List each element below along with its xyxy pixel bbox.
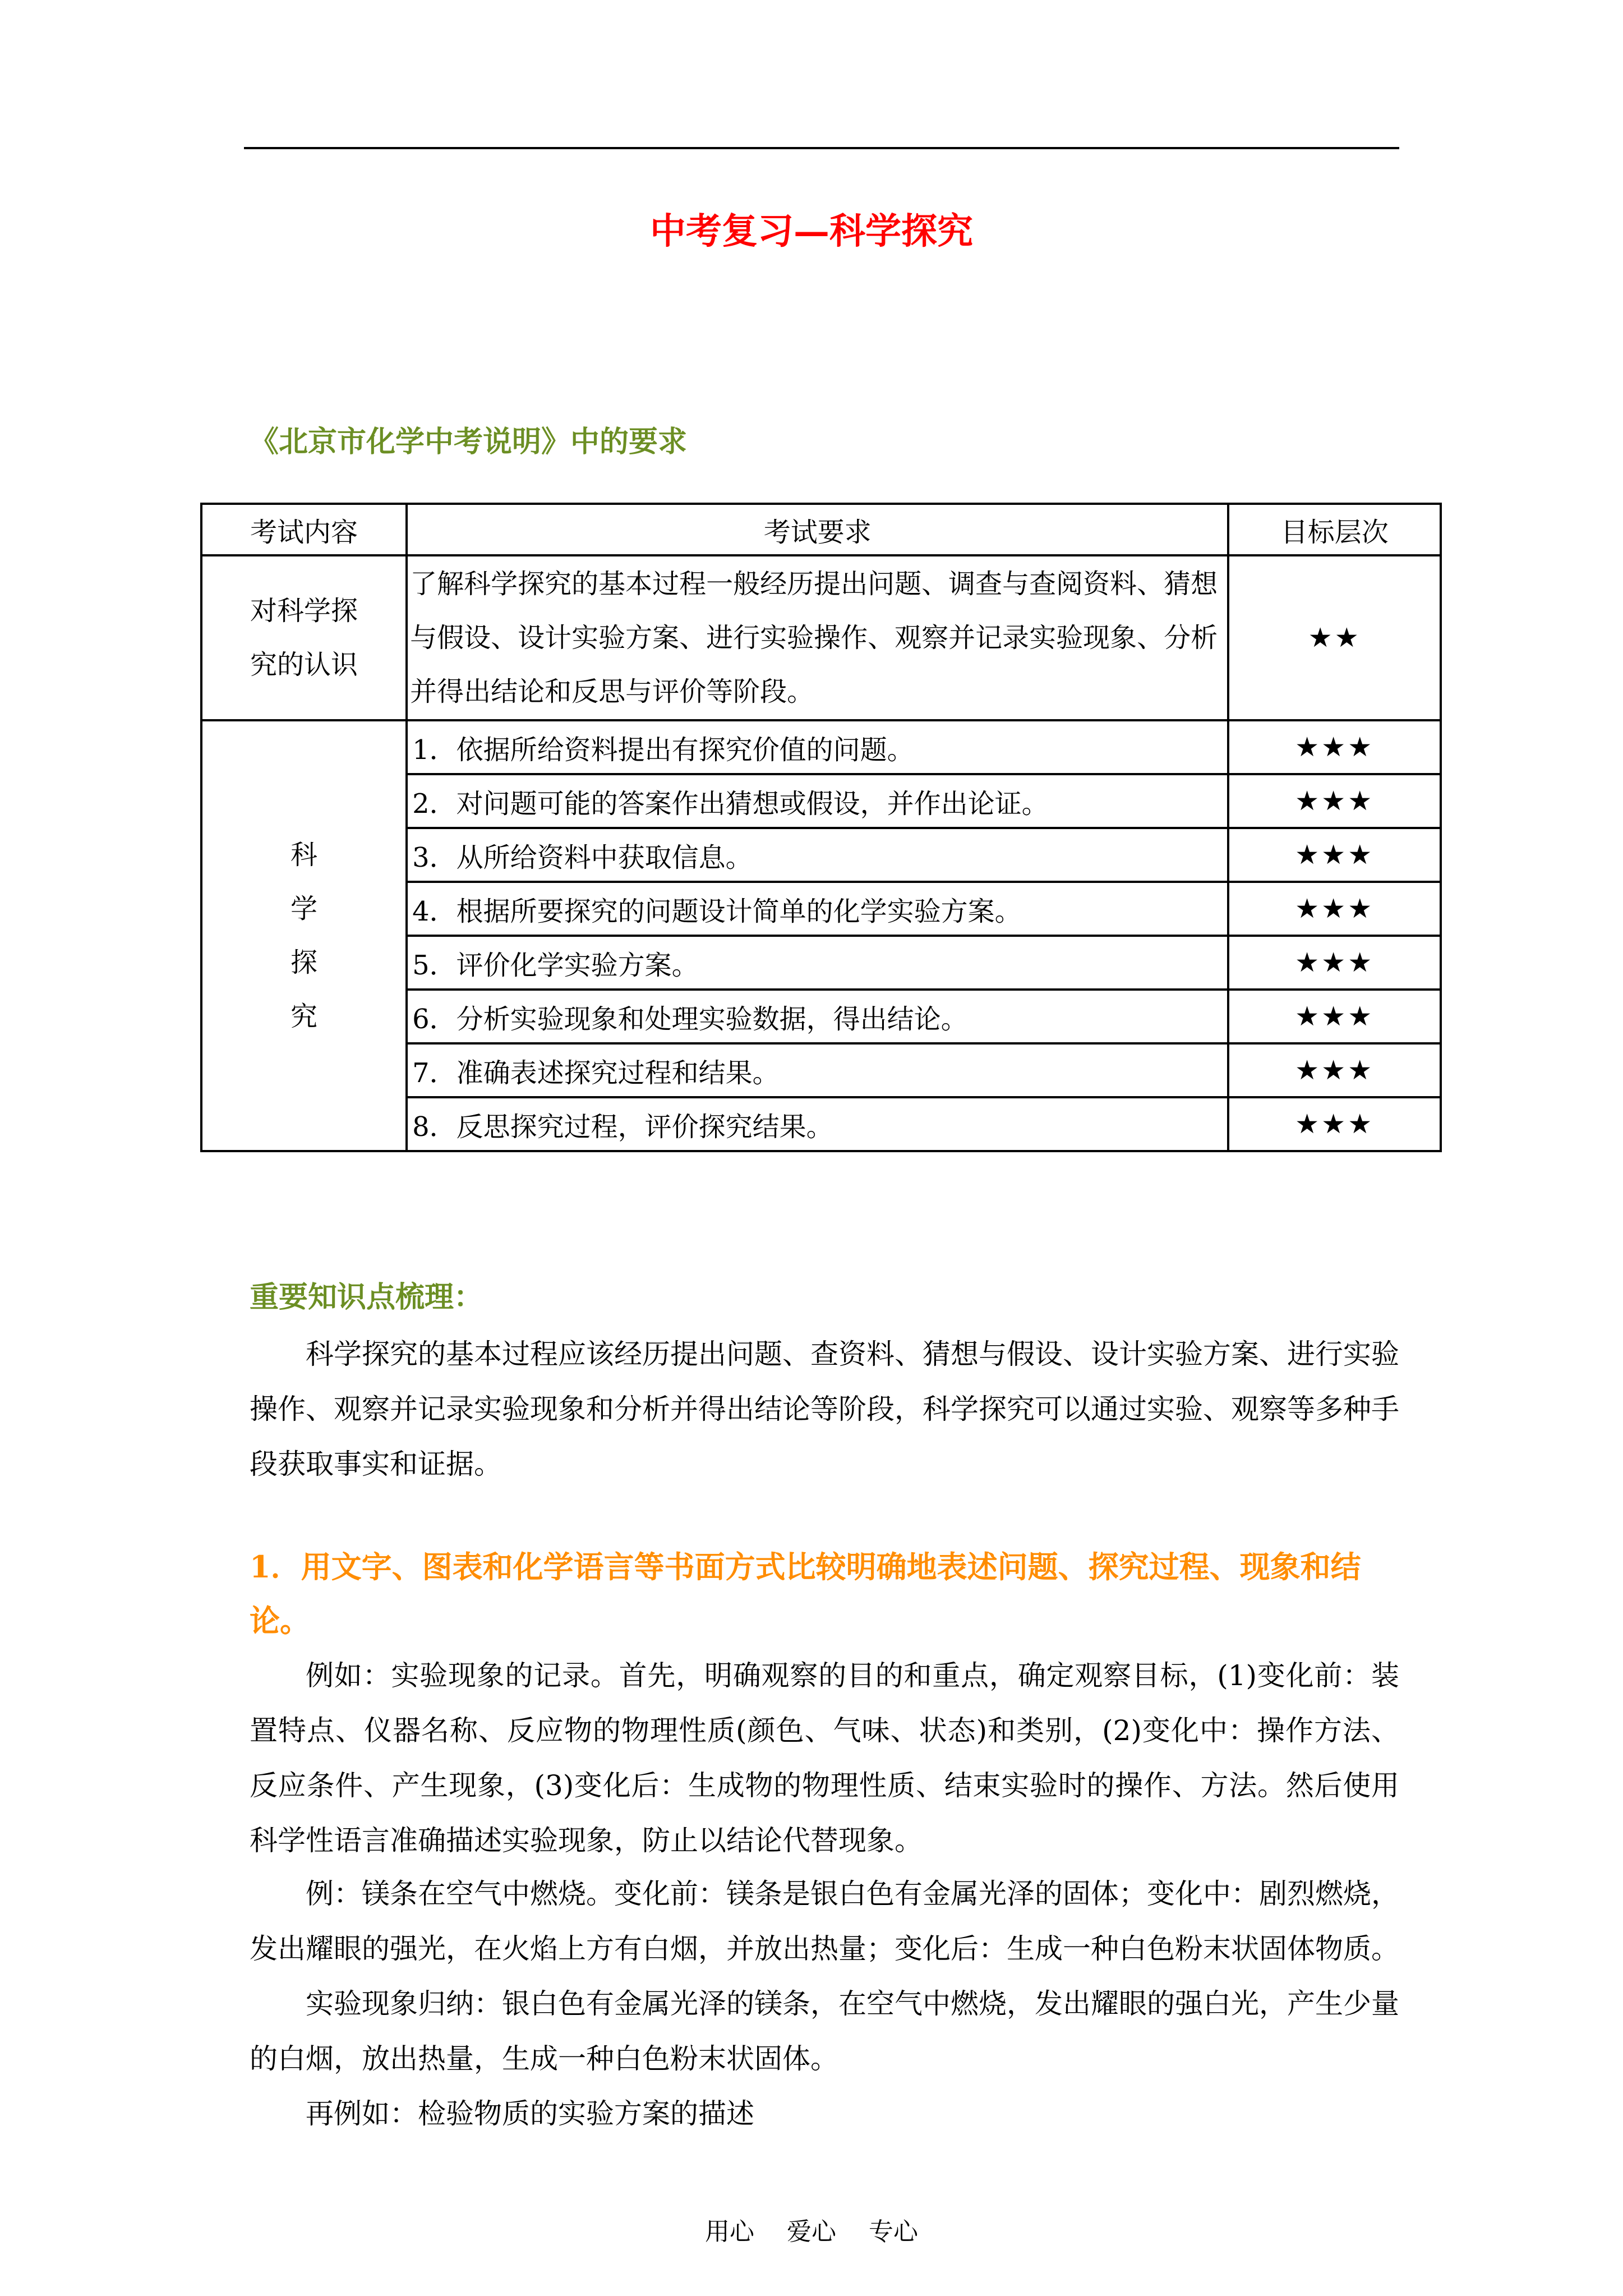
requirement-cell: 6．分析实验现象和处理实验数据，得出结论。	[407, 990, 1228, 1043]
level-stars: ★★★	[1228, 990, 1441, 1043]
requirement-cell: 2．对问题可能的答案作出猜想或假设，并作出论证。	[407, 774, 1228, 828]
level-stars: ★★	[1228, 555, 1441, 720]
header-content: 考试内容	[201, 504, 407, 555]
header-level: 目标层次	[1228, 504, 1441, 555]
requirement-cell: 1．依据所给资料提出有探究价值的问题。	[407, 720, 1228, 774]
level-stars: ★★★	[1228, 936, 1441, 990]
content-cell	[201, 720, 407, 1151]
body-paragraph: 例：镁条在空气中燃烧。变化前：镁条是银白色有金属光泽的固体；变化中：剧烈燃烧，发出耀眼的强光，在火焰上方有白烟，并放出热量；变化后：生成一种白色粉末状固体物质。	[250, 1878, 1399, 1965]
level-stars: ★★★	[1228, 828, 1441, 882]
header-requirement: 考试要求	[407, 504, 1228, 555]
level-stars: ★★★	[1228, 1043, 1441, 1097]
requirement-cell: 5．评价化学实验方案。	[407, 936, 1228, 990]
content-char: 学	[291, 893, 318, 924]
requirement-cell: 4．根据所要探究的问题设计简单的化学实验方案。	[407, 882, 1228, 936]
page-title: 中考复习—科学探究	[650, 210, 973, 252]
requirements-table	[200, 503, 1442, 1152]
requirement-cell: 8．反思探究过程，评价探究结果。	[407, 1097, 1228, 1151]
requirement-cell: 3．从所给资料中获取信息。	[407, 828, 1228, 882]
requirement-cell: 7．准确表述探究过程和结果。	[407, 1043, 1228, 1097]
header-rule	[244, 147, 1399, 149]
knowledge-heading: 重要知识点梳理：	[250, 1280, 483, 1314]
level-stars: ★★★	[1228, 774, 1441, 828]
level-stars: ★★★	[1228, 720, 1441, 774]
page-footer	[0, 2211, 1623, 2247]
table-row	[201, 720, 1441, 774]
content-char: 科	[291, 839, 318, 871]
body-paragraph: 再例如：检验物质的实验方案的描述	[306, 2097, 754, 2130]
footer-text: 专心	[869, 2217, 918, 2246]
knowledge-paragraph: 科学探究的基本过程应该经历提出问题、查资料、猜想与假设、设计实验方案、进行实验操作、观察并记录实验现象和分析并得出结论等阶段，科学探究可以通过实验、观察等多种手段获取事实和证据。	[250, 1338, 1399, 1480]
content-line: 究的认识	[250, 649, 358, 680]
body-paragraph: 实验现象归纳：银白色有金属光泽的镁条，在空气中燃烧，发出耀眼的强白光，产生少量的白烟，放出热量，生成一种白色粉末状固体。	[250, 1987, 1399, 2075]
table-header-row	[201, 504, 1441, 555]
table-row	[201, 555, 1441, 720]
level-stars: ★★★	[1228, 1097, 1441, 1151]
level-stars: ★★★	[1228, 882, 1441, 936]
footer-text: 用心	[705, 2217, 754, 2246]
content-cell	[201, 555, 407, 720]
content-line: 对科学探	[250, 595, 358, 627]
requirements-heading: 《北京市化学中考说明》中的要求	[250, 425, 688, 459]
section-heading: 1．用文字、图表和化学语言等书面方式比较明确地表述问题、探究过程、现象和结论。	[250, 1549, 1361, 1639]
footer-text: 爱心	[787, 2217, 836, 2246]
requirement-cell: 了解科学探究的基本过程一般经历提出问题、调查与查阅资料、猜想与假设、设计实验方案、进行实验操作、观察并记录实验现象、分析并得出结论和反思与评价等阶段。	[407, 555, 1228, 720]
body-paragraph: 例如：实验现象的记录。首先，明确观察的目的和重点，确定观察目标，(1)变化前：装置特点、仪器名称、反应物的物理性质(颜色、气味、状态)和类别，(2)变化中：操作方法、反应条件、产生现象，(3)变化后：生成物的物理性质、结束实验时的操作、方法。然后使用科学性语言准确描述实验现象，防止以结论代替现象。	[250, 1659, 1399, 1857]
content-char: 究	[291, 1001, 318, 1032]
content-char: 探	[291, 947, 318, 978]
